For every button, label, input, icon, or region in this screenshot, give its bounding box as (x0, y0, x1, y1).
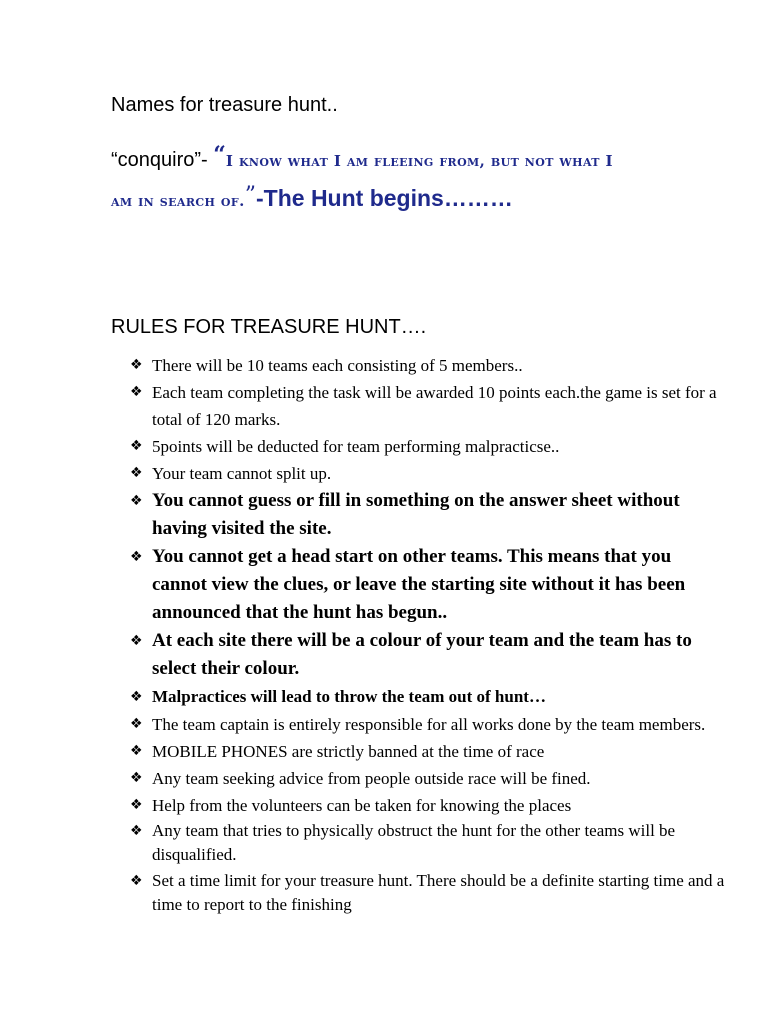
diamond-star-bullet-icon: ❖ (130, 873, 143, 889)
rule-text: At each site there will be a colour of your team and the team has to select their colour. (152, 630, 692, 679)
rule-text: You cannot get a head start on other teams. This means that you cannot view the clues, or leave the starting site without it has been announced that the hunt has begun.. (152, 546, 686, 623)
rule-item (130, 627, 730, 683)
names-heading: Names for treasure hunt.. (111, 94, 338, 116)
rule-text: MOBILE PHONES are strictly banned at the time of race (152, 742, 545, 761)
diamond-star-bullet-icon: ❖ (130, 743, 143, 759)
rule-item (130, 460, 730, 487)
close-quote-mark: ” (244, 183, 256, 208)
rule-item (130, 869, 730, 917)
diamond-star-bullet-icon: ❖ (130, 465, 143, 481)
diamond-star-bullet-icon: ❖ (130, 493, 143, 509)
rule-item (130, 738, 730, 765)
rule-text: Help from the volunteers can be taken for knowing the places (152, 796, 572, 815)
diamond-star-bullet-icon: ❖ (130, 770, 143, 786)
rule-text: You cannot guess or fill in something on the answer sheet without having visited the site. (152, 490, 680, 539)
rules-list (130, 352, 730, 917)
rule-item (130, 711, 730, 738)
rule-item (130, 765, 730, 792)
rule-text: The team captain is entirely responsible for all works done by the team members. (152, 715, 706, 734)
rule-text: 5points will be deducted for team performing malpracticse.. (152, 437, 560, 456)
rule-item (130, 543, 730, 627)
rule-item (130, 819, 730, 867)
diamond-star-bullet-icon: ❖ (130, 357, 143, 373)
rule-text: Your team cannot split up. (152, 464, 332, 483)
diamond-star-bullet-icon: ❖ (130, 384, 143, 400)
open-quote-mark: “ (213, 142, 226, 168)
tagline-dash: - (256, 185, 264, 211)
rule-item (130, 683, 730, 711)
rule-text: There will be 10 teams each consisting of 5 members.. (152, 356, 523, 375)
diamond-star-bullet-icon: ❖ (130, 633, 143, 649)
rule-item (130, 487, 730, 543)
rules-heading: RULES FOR TREASURE HUNT…. (111, 316, 427, 338)
tagline-quote-line-1: I know what I am fleeing from, but not what I (225, 152, 613, 170)
diamond-star-bullet-icon: ❖ (130, 689, 143, 705)
diamond-star-bullet-icon: ❖ (130, 823, 143, 839)
rule-text: Set a time limit for your treasure hunt. There should be a definite starting time and a time to report to the finishing (152, 871, 725, 914)
rule-item (130, 352, 730, 379)
diamond-star-bullet-icon: ❖ (130, 716, 143, 732)
diamond-star-bullet-icon: ❖ (130, 797, 143, 813)
rule-text: Malpractices will lead to throw the team out of hunt… (152, 687, 546, 706)
tagline-name: “conquiro”- (111, 149, 214, 171)
rule-text: Any team seeking advice from people outside race will be fined. (152, 769, 591, 788)
rule-item (130, 792, 730, 819)
tagline-line-2 (111, 183, 513, 212)
hunt-begins-text: The Hunt begins……… (263, 185, 513, 211)
rule-text: Any team that tries to physically obstruct the hunt for the other teams will be disqualified. (152, 821, 676, 864)
diamond-star-bullet-icon: ❖ (130, 438, 143, 454)
tagline-line-1 (111, 142, 613, 172)
rule-text: Each team completing the task will be awarded 10 points each.the game is set for a total of 120 marks. (152, 383, 717, 429)
diamond-star-bullet-icon: ❖ (130, 549, 143, 565)
rule-item (130, 379, 730, 433)
rule-item (130, 433, 730, 460)
tagline-quote-line-2: am in search of. (111, 192, 245, 210)
